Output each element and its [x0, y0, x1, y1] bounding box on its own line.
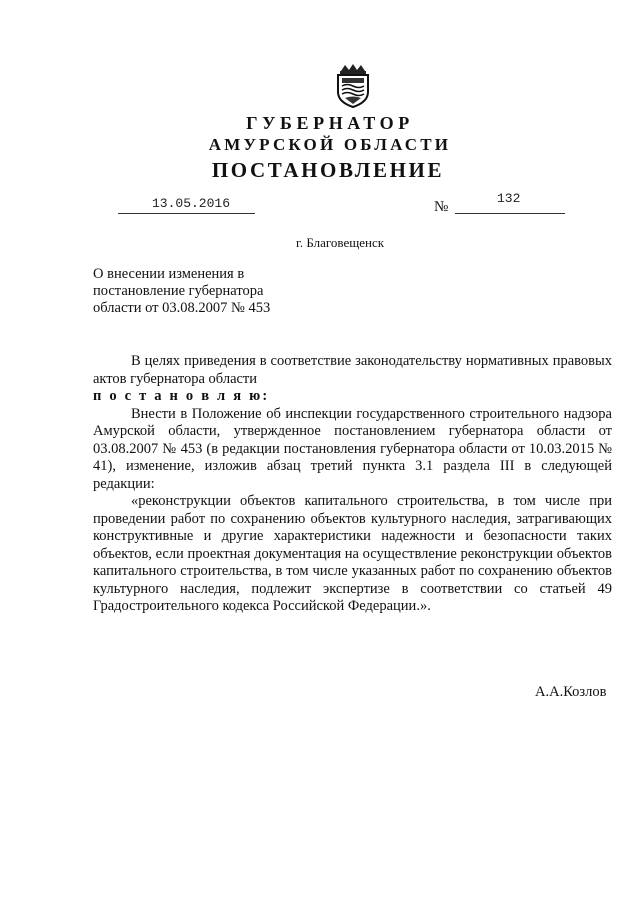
issuer-region: АМУРСКОЙ ОБЛАСТИ	[208, 135, 452, 154]
document-body	[93, 353, 612, 616]
document-number: 132	[497, 191, 521, 206]
decree-word: п о с т а н о в л я ю:	[93, 388, 270, 404]
number-sign: №	[434, 199, 449, 215]
coat-of-arms-emblem	[333, 62, 373, 108]
signature-name: А.А.Козлов	[535, 684, 607, 700]
city: г. Благовещенск	[295, 235, 385, 250]
date-underline	[118, 213, 255, 214]
paragraph-2: «реконструкции объектов капитального строительства, в том числе при проведении работ по сохранению объектов культурного наследия, затрагивающих конструктивные и другие характеристики надежности и безопасности таких объектов, если проектная документация на осуществление реконструкции объектов капитального строительства, в том числе указанных работ по сохранению объектов культурного наследия, подлежит экспертизе в соответствии со статьей 49 Градостроительного кодекса Российской Федерации.».	[93, 493, 612, 614]
document-subject: О внесении изменения в постановление губернатора области от 03.08.2007 № 453	[93, 266, 271, 316]
number-underline	[455, 213, 565, 214]
paragraph-1: Внести в Положение об инспекции государственного строительного надзора Амурской области, утвержденное постановлением губернатора области от 03.08.2007 № 453 (в редакции постановления губернатора области от 10.03.2015 № 41), изменение, изложив абзац третий пункта 3.1 раздела III в следующей редакции:	[93, 405, 612, 492]
preamble: В целях приведения в соответствие законодательству нормативных правовых актов губернатора области	[93, 353, 612, 387]
document-type: ПОСТАНОВЛЕНИЕ	[211, 158, 445, 182]
issuer-title: ГУБЕРНАТОР	[246, 113, 414, 133]
document-date: 13.05.2016	[152, 196, 231, 211]
